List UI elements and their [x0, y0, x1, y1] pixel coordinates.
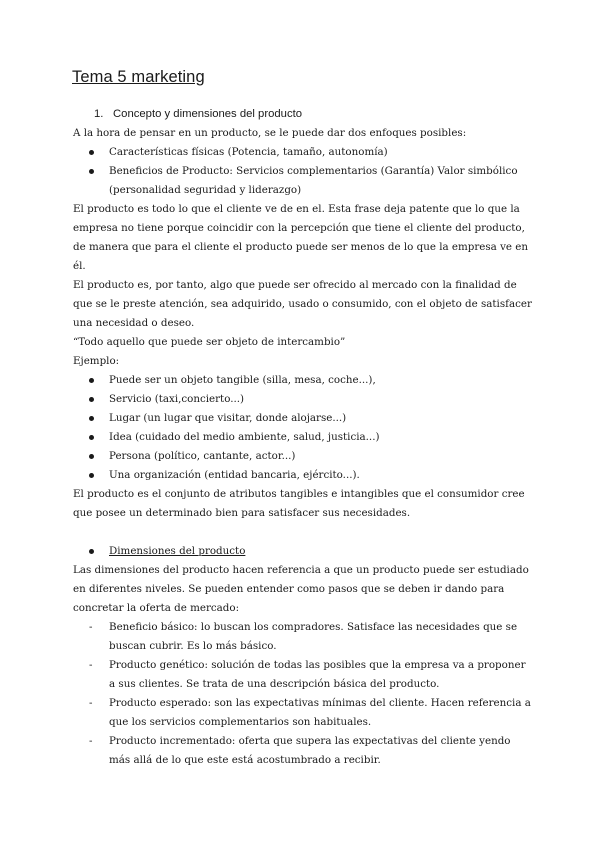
- example-label: Ejemplo:: [73, 355, 120, 367]
- list-item: Una organización (entidad bancaria, ejército...).: [73, 466, 533, 485]
- dash-marker: -: [89, 735, 93, 747]
- list-item: Beneficios de Producto: Servicios complementarios (Garantía) Valor simbólico (personalidad seguridad y liderazgo): [73, 162, 533, 200]
- bullet-icon: [89, 378, 94, 383]
- paragraph-producto-cliente: El producto es todo lo que el cliente ve de en el. Esta frase deja patente que lo que la empresa no tiene porque coincidir con la percepción que tiene el cliente del producto, de manera que para el cliente el producto puede ser menos de lo que la empresa ve en él.: [73, 203, 528, 272]
- section-heading-concepto: [73, 105, 533, 124]
- dash-marker: -: [89, 697, 93, 709]
- list-item: Lugar (un lugar que visitar, donde alojarse...): [73, 409, 533, 428]
- section-heading-text: Concepto y dimensiones del producto: [113, 108, 303, 120]
- bullet-icon: [89, 397, 94, 402]
- dash-marker: -: [89, 621, 93, 633]
- list-item: Idea (cuidado del medio ambiente, salud, justicia...): [73, 428, 533, 447]
- list-item: - Beneficio básico: lo buscan los compradores. Satisface las necesidades que se buscan cubrir. Es lo más básico.: [73, 618, 533, 656]
- list-item: - Producto esperado: son las expectativas mínimas del cliente. Hacen referencia a que los servicios complementarios son habituales.: [73, 694, 533, 732]
- bullet-icon: [89, 435, 94, 440]
- approaches-intro: A la hora de pensar en un producto, se le puede dar dos enfoques posibles:: [73, 127, 467, 139]
- approaches-list: [73, 143, 533, 200]
- dimensions-heading-list: [73, 542, 533, 561]
- quote: “Todo aquello que puede ser objeto de intercambio”: [73, 336, 346, 348]
- bullet-icon: [89, 473, 94, 478]
- bullet-icon: [89, 416, 94, 421]
- dimensions-levels-list: [73, 618, 533, 770]
- list-item: Características físicas (Potencia, tamaño, autonomía): [73, 143, 533, 162]
- document-title: Tema 5 marketing: [72, 68, 205, 86]
- bullet-icon: [89, 150, 94, 155]
- dash-marker: -: [89, 659, 93, 671]
- bullet-icon: [89, 169, 94, 174]
- paragraph-atributos: El producto es el conjunto de atributos tangibles e intangibles que el consumidor cree que posee un determinado bien para satisfacer sus necesidades.: [73, 488, 525, 519]
- section-number: 1.: [94, 108, 104, 120]
- list-item: Servicio (taxi,concierto...): [73, 390, 533, 409]
- document-body: [73, 105, 533, 770]
- list-item: - Producto incrementado: oferta que supera las expectativas del cliente yendo más allá de lo que este está acostumbrado a recibir.: [73, 732, 533, 770]
- bullet-icon: [89, 549, 94, 554]
- examples-list: [73, 371, 533, 485]
- paragraph-producto-definicion: El producto es, por tanto, algo que puede ser ofrecido al mercado con la finalidad de que se le preste atención, sea adquirido, usado o consumido, con el objeto de satisfacer una necesidad o deseo.: [73, 279, 532, 329]
- dimensions-intro: Las dimensiones del producto hacen referencia a que un producto puede ser estudiado en diferentes niveles. Se pueden entender como pasos que se deben ir dando para concretar la oferta de mercado:: [73, 564, 529, 614]
- list-item: - Producto genético: solución de todas las posibles que la empresa va a proponer a sus clientes. Se trata de una descripción básica del producto.: [73, 656, 533, 694]
- list-item: Puede ser un objeto tangible (silla, mesa, coche...),: [73, 371, 533, 390]
- bullet-icon: [89, 454, 94, 459]
- section-heading-dimensiones: Dimensiones del producto: [73, 542, 533, 561]
- list-item: Persona (político, cantante, actor...): [73, 447, 533, 466]
- spacer: [73, 523, 533, 542]
